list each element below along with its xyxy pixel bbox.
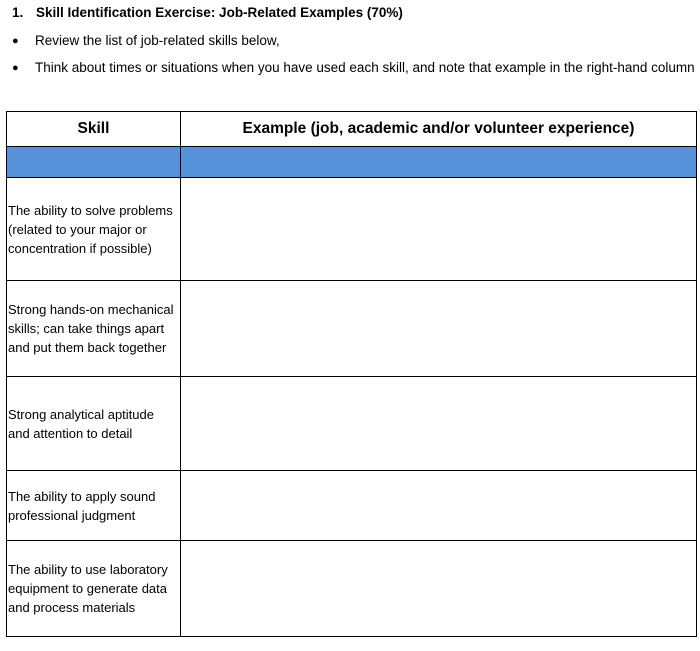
table-header-row [7,112,697,147]
skill-column-header: Skill [7,112,181,147]
example-cell[interactable] [181,471,697,541]
skill-cell: Strong analytical aptitude and attention to detail [7,377,181,471]
skills-table [6,111,697,637]
table-row [7,377,697,471]
instruction-bullet-1 [12,33,280,48]
example-cell[interactable] [181,281,697,377]
instruction-bullet-2 [12,60,695,75]
accent-cell [7,147,181,178]
skill-cell: The ability to solve problems (related to your major or concentration if possible) [7,178,181,281]
example-cell[interactable] [181,377,697,471]
table-row [7,471,697,541]
skill-cell: The ability to apply sound professional judgment [7,471,181,541]
instruction-text-2: Think about times or situations when you have used each skill, and note that example in the right-hand column [35,60,695,75]
accent-cell [181,147,697,178]
table-row [7,178,697,281]
table-row [7,541,697,637]
exercise-heading [12,5,403,20]
bullet-dot-icon: ● [12,35,19,47]
accent-row [7,147,697,178]
instruction-text-1: Review the list of job-related skills below, [35,33,280,48]
skill-cell: Strong hands-on mechanical skills; can take things apart and put them back together [7,281,181,377]
example-column-header: Example (job, academic and/or volunteer experience) [181,112,697,147]
table-row [7,281,697,377]
example-cell[interactable] [181,541,697,637]
skill-cell: The ability to use laboratory equipment to generate data and process materials [7,541,181,637]
example-cell[interactable] [181,178,697,281]
bullet-dot-icon: ● [12,62,19,74]
heading-text: Skill Identification Exercise: Job-Related Examples (70%) [36,5,403,20]
heading-number: 1. [12,5,24,20]
